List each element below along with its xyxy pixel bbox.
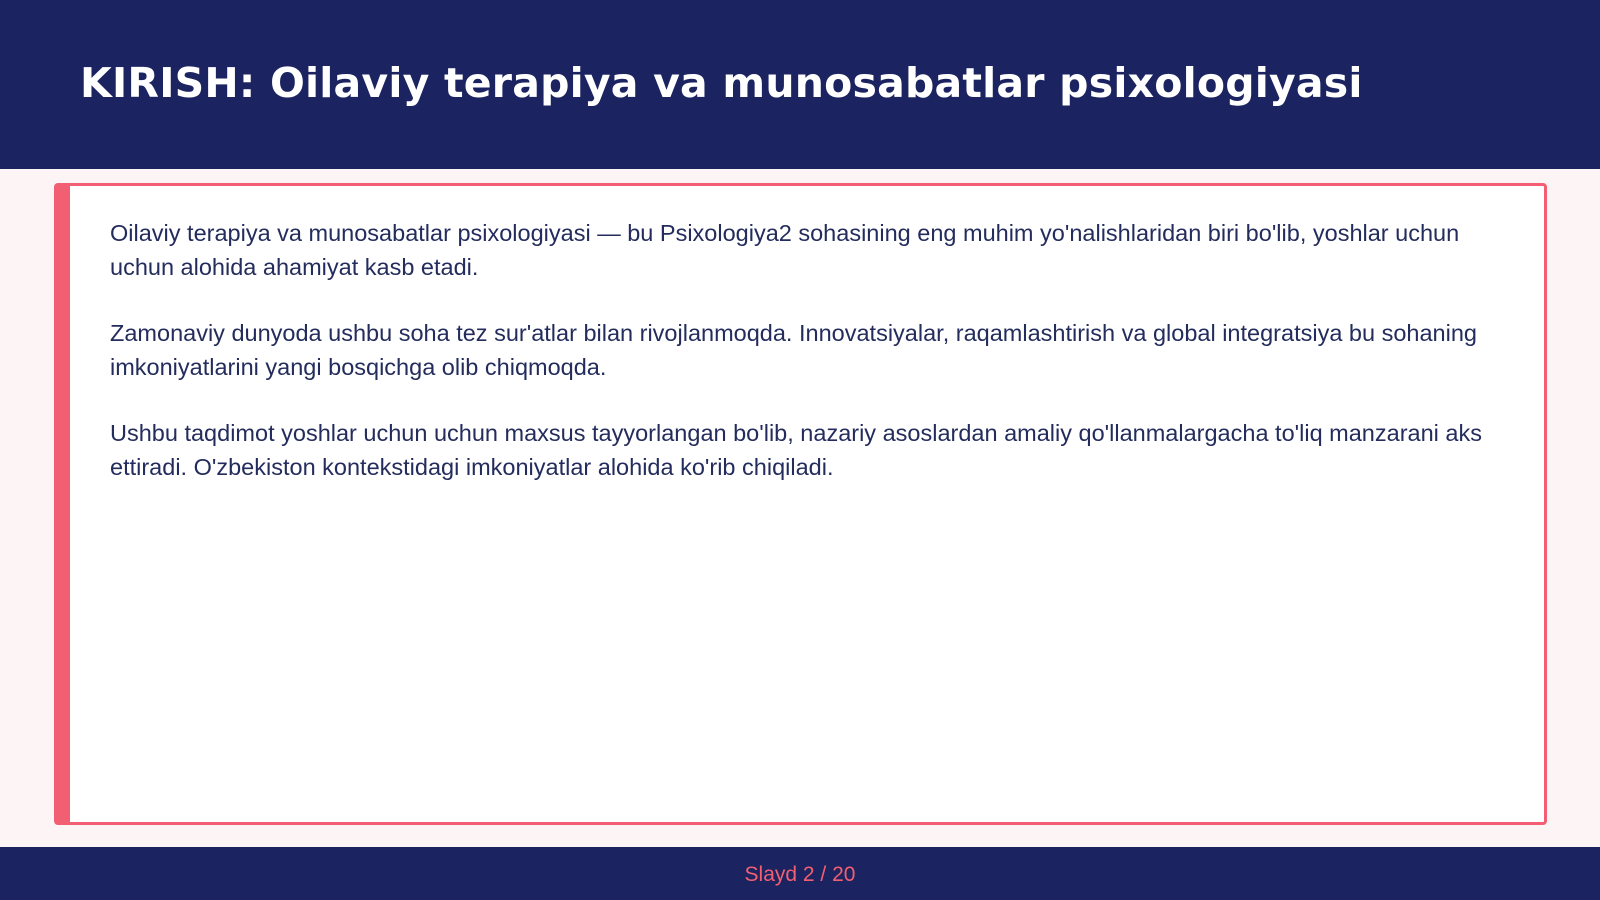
content-paragraph: Oilaviy terapiya va munosabatlar psixologiyasi — bu Psixologiya2 sohasining eng muhim yo'nalishlaridan biri bo'lib, yoshlar uchun uchun alohida ahamiyat kasb etadi. [110, 220, 1460, 280]
slide-footer [0, 847, 1600, 900]
slide-title: KIRISH: Oilaviy terapiya va munosabatlar psixologiyasi [80, 58, 1363, 107]
slide-header [0, 0, 1600, 169]
slide-counter: Slayd 2 / 20 [744, 862, 856, 886]
content-card [54, 183, 1547, 825]
content-paragraph: Ushbu taqdimot yoshlar uchun uchun maxsus tayyorlangan bo'lib, nazariy asoslardan amaliy qo'llanmalargacha to'liq manzarani aks ettiradi. O'zbekiston kontekstidagi imkoniyatlar alohida ko'rib chiqiladi. [110, 420, 1482, 480]
content-paragraph: Zamonaviy dunyoda ushbu soha tez sur'atlar bilan rivojlanmoqda. Innovatsiyalar, raqamlashtirish va global integratsiya bu sohaning imkoniyatlarini yangi bosqichga olib chiqmoqda. [110, 320, 1477, 380]
